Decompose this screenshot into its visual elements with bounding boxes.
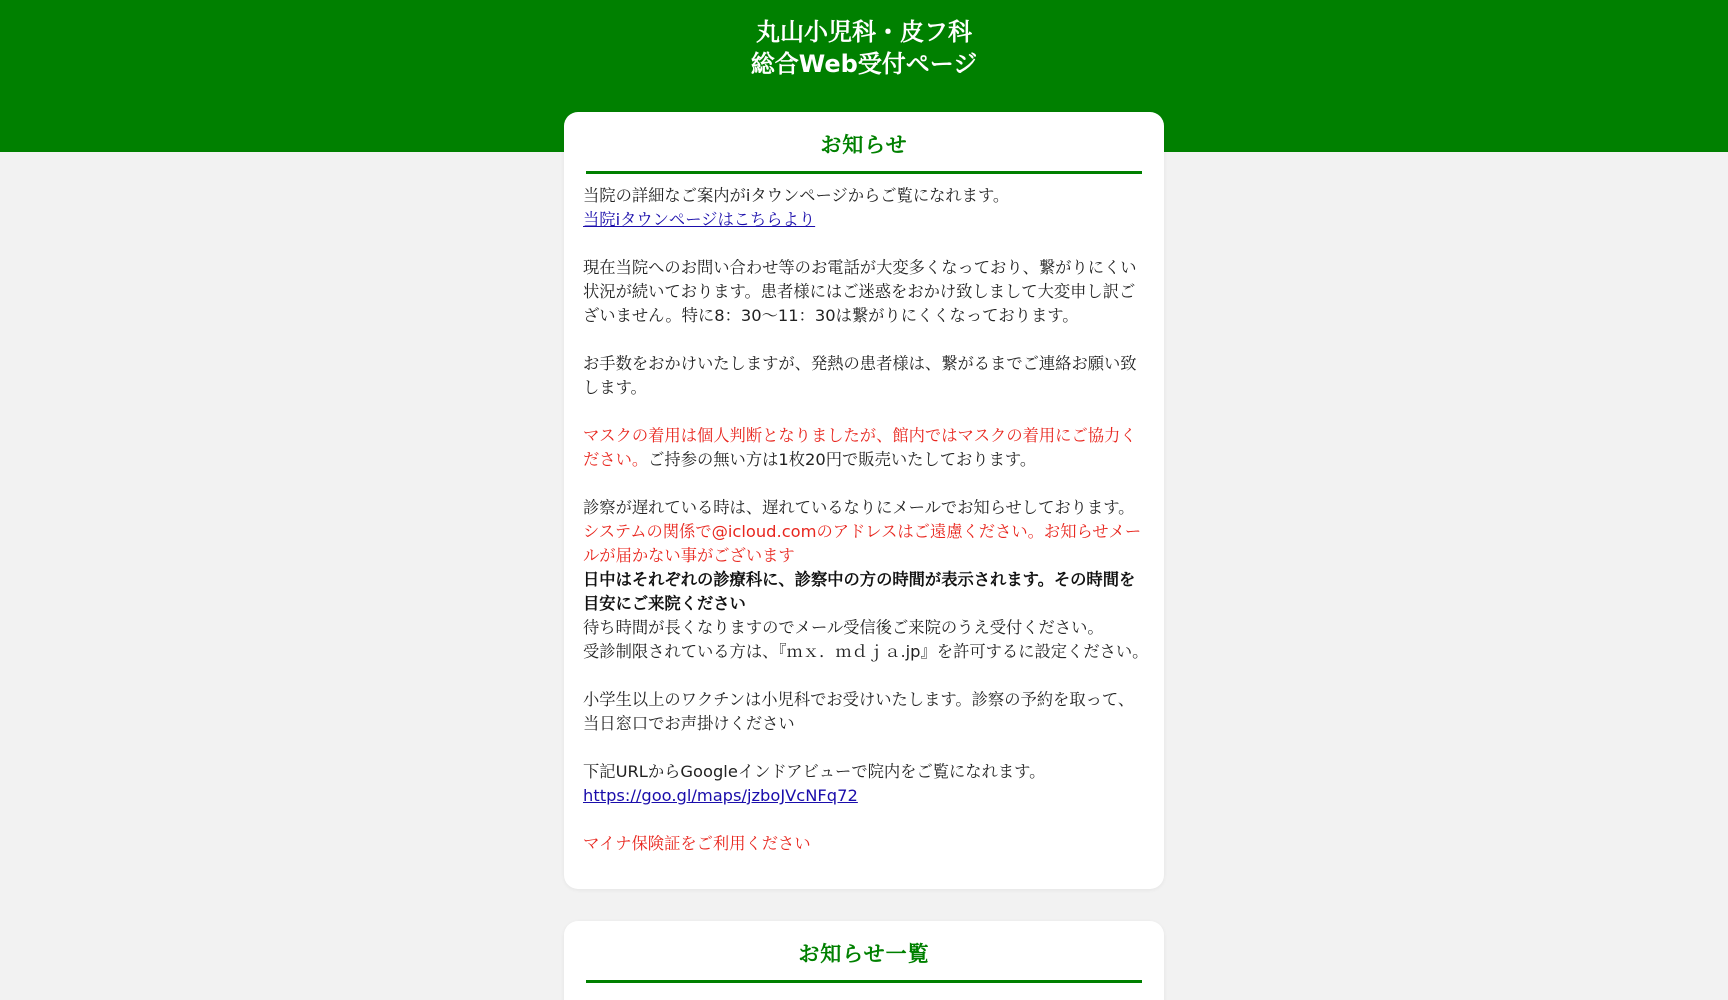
vaccine-notice: 小学生以上のワクチンは小児科でお受けいたします。診察の予約を取って、当日窓口でお声掛けください — [583, 690, 1135, 733]
wait-time-advice: 待ち時間が長くなりますのでメール受信後ご来院のうえ受付ください。 — [583, 618, 1104, 637]
page-subtitle: 総合Web受付ページ — [750, 50, 978, 78]
spacer — [583, 328, 1149, 352]
spacer — [583, 808, 1149, 832]
spacer — [583, 664, 1149, 688]
notice-list-divider — [586, 980, 1142, 983]
mask-notice-text: ご持参の無い方は1枚20円で販売いたしております。 — [648, 450, 1037, 469]
spacer — [583, 472, 1149, 496]
email-notice-text: 診察が遅れている時は、遅れているなりにメールでお知らせしております。 — [583, 498, 1135, 517]
mail-filter-advice: 受診制限されている方は、『ｍｘ．ｍｄｊａ.jp』を許可するに設定ください。 — [583, 642, 1149, 661]
clinic-name: 丸山小児科・皮フ科 — [756, 18, 972, 46]
notice-title: お知らせ — [820, 133, 908, 157]
indoor-view-text: 下記URLからGoogleインドアビューで院内をご覧になれます。 — [583, 762, 1046, 781]
notice-list-title: お知らせ一覧 — [798, 942, 930, 966]
mask-notice — [583, 424, 1149, 472]
spacer — [583, 232, 1149, 256]
wait-time-notice: 日中はそれぞれの診療科に、診察中の方の時間が表示されます。その時間を目安にご来院ください — [583, 570, 1136, 613]
itownpage-link[interactable]: 当院iタウンページはこちらより — [583, 210, 816, 229]
itownpage-text: 当院の詳細なご案内がiタウンページからご覧になれます。 — [583, 186, 1010, 205]
my-number-card-notice: マイナ保険証をご利用ください — [583, 834, 811, 853]
spacer — [583, 736, 1149, 760]
fever-notice: お手数をおかけいたしますが、発熱の患者様は、繋がるまでご連絡お願い致します。 — [583, 354, 1137, 397]
notice-card — [564, 112, 1164, 889]
google-maps-link[interactable]: https://goo.gl/maps/jzboJVcNFq72 — [583, 786, 858, 805]
clinic-title — [0, 16, 1728, 80]
notice-list-card — [564, 921, 1164, 1000]
phone-notice: 現在当院へのお問い合わせ等のお電話が大変多くなっており、繋がりにくい状況が続いております。患者様にはご迷惑をおかけ致しまして大変申し訳ございません。特に8：30〜11：30は繋がりにくくなっております。 — [583, 258, 1137, 325]
email-notice — [583, 496, 1149, 568]
notice-title-divider — [586, 171, 1142, 174]
email-notice-red: システムの関係で@icloud.comのアドレスはご遠慮ください。お知らせメールが届かない事がございます — [583, 522, 1142, 565]
mask-notice-red: マスクの着用は個人判断となりましたが、館内ではマスクの着用にご協力ください。 — [583, 426, 1137, 469]
spacer — [583, 400, 1149, 424]
notice-body — [583, 184, 1149, 856]
